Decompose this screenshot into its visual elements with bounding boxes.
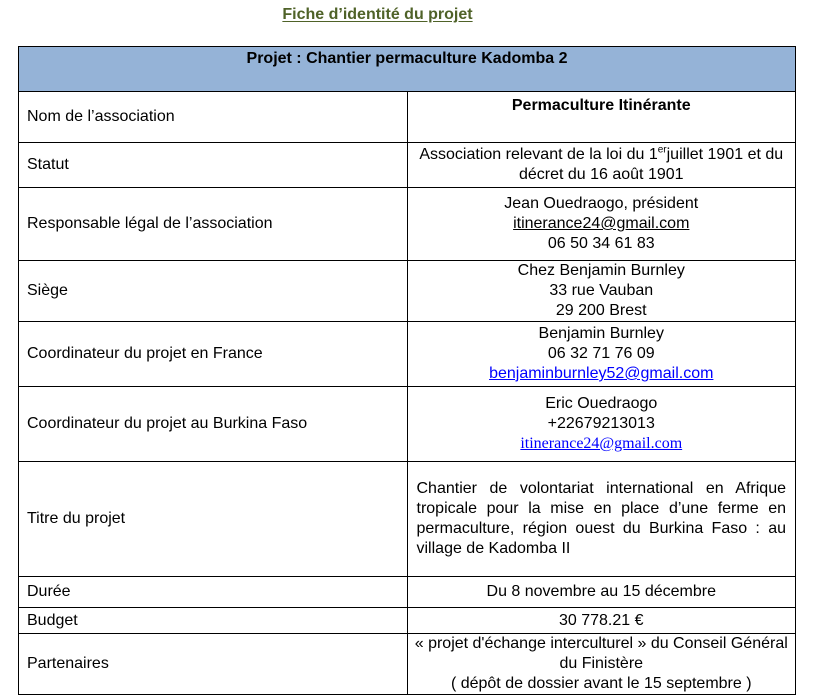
address-line-1: Chez Benjamin Burnley [517,262,685,279]
coordinator-france-phone: 06 32 71 76 09 [547,345,655,362]
table-row-duration [19,577,796,608]
table-row-project-title [19,462,796,577]
status-text-post: juillet 1901 et du décret du 16 août 1901 [518,146,784,183]
row-label: Durée [19,577,408,608]
table-row-association-name [19,92,796,143]
row-label: Partenaires [19,634,408,695]
row-label: Responsable légal de l’association [19,188,408,261]
coordinator-france-email-link[interactable]: benjaminburnley52@gmail.com [489,365,714,382]
coordinator-burkina-phone: +22679213013 [547,415,655,432]
legal-representative-value [407,188,796,261]
table-row-budget [19,608,796,634]
partners-value [407,634,796,695]
project-title-value: Chantier de volontariat international en Afrique tropicale pour la mise en place d’une ferme en permaculture, région ouest du Burkina Faso : au village de Kadomba II [407,462,796,577]
row-label: Siège [19,261,408,322]
table-row-headquarters [19,261,796,322]
document-title: Fiche d’identité du projet [282,6,473,23]
row-label: Coordinateur du projet en France [19,322,408,387]
address-line-2: 33 rue Vauban [549,282,654,299]
representative-name: Jean Ouedraogo, président [504,195,699,212]
association-name-value: Permaculture Itinérante [407,92,796,143]
representative-email-link[interactable]: itinerance24@gmail.com [513,215,690,232]
budget-value: 30 778.21 € [407,608,796,634]
partners-line-2: ( dépôt de dossier avant le 15 septembre ) [450,675,752,692]
headquarters-value [407,261,796,322]
representative-phone: 06 50 34 61 83 [547,235,655,252]
coordinator-burkina-email-link[interactable]: itinerance24@gmail.com [520,435,683,452]
table-row-coordinator-france [19,322,796,387]
status-text-pre: Association relevant de la loi du 1 [419,146,658,163]
coordinator-burkina-value [407,387,796,462]
project-header [19,47,796,92]
coordinator-burkina-name: Eric Ouedraogo [545,395,658,412]
table-row-status [19,143,796,188]
duration-value: Du 8 novembre au 15 décembre [407,577,796,608]
table-header-row [19,47,796,92]
status-value [407,143,796,188]
coordinator-france-value [407,322,796,387]
row-label: Titre du projet [19,462,408,577]
table-row-coordinator-burkina [19,387,796,462]
coordinator-france-name: Benjamin Burnley [538,325,664,342]
row-label: Coordinateur du projet au Burkina Faso [19,387,408,462]
address-line-3: 29 200 Brest [555,302,647,319]
partners-line-1: « projet d'échange interculturel » du Conseil Général du Finistère [414,635,788,672]
row-label: Budget [19,608,408,634]
project-header-text: Projet : Chantier permaculture Kadomba 2 [246,50,568,67]
row-label: Nom de l’association [19,92,408,143]
project-identity-table [18,46,796,695]
table-row-partners [19,634,796,695]
status-ordinal-sup: er [657,144,667,156]
table-row-legal-representative [19,188,796,261]
row-label: Statut [19,143,408,188]
